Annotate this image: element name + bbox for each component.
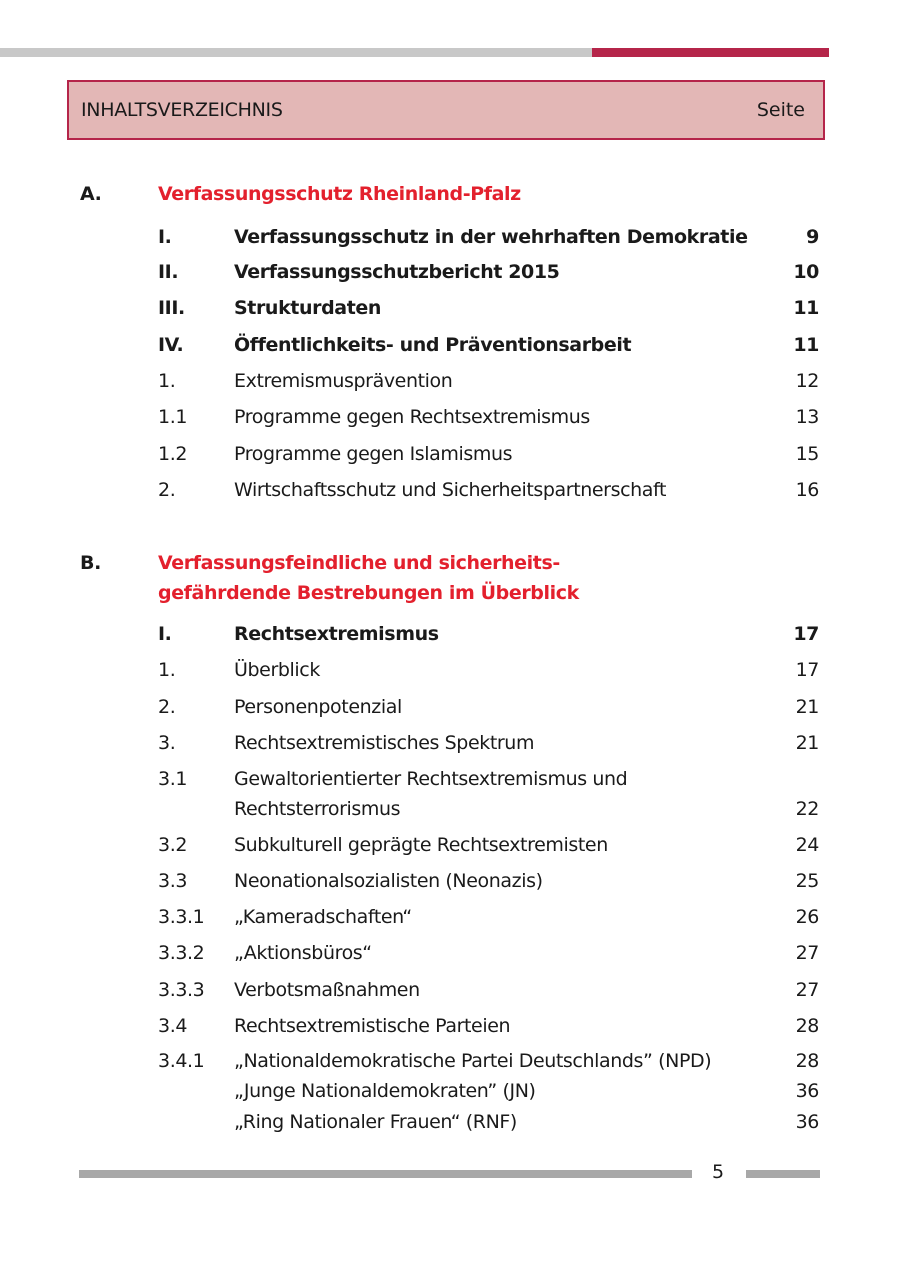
entry-title: „Junge Nationaldemokraten” (JN)	[234, 1080, 536, 1102]
entry-title: Strukturdaten	[234, 297, 381, 319]
entry-title: Öffentlichkeits- und Präventionsarbeit	[234, 334, 632, 356]
entry-page: 28	[795, 1050, 819, 1072]
section-title: Verfassungsschutz Rheinland-Pfalz	[158, 183, 521, 205]
entry-number: 1.1	[158, 406, 188, 428]
entry-page: 21	[795, 696, 819, 718]
entry-page: 11	[793, 334, 819, 356]
entry-number: I.	[158, 226, 172, 248]
footer-bar-left	[79, 1170, 692, 1178]
entry-number: 1.	[158, 370, 176, 392]
section-letter: A.	[80, 183, 102, 205]
entry-title: „Nationaldemokratische Partei Deutschlands” (NPD)	[234, 1050, 712, 1072]
entry-page: 36	[795, 1080, 819, 1102]
entry-page: 10	[793, 261, 819, 283]
entry-number: 3.4	[158, 1015, 188, 1037]
top-red-bar	[592, 48, 829, 57]
entry-title: Rechtsextremistisches Spektrum	[234, 732, 535, 754]
entry-page: 27	[795, 979, 819, 1001]
entry-title: Verfassungsschutz in der wehrhaften Demokratie	[234, 226, 748, 248]
entry-page: 11	[793, 297, 819, 319]
entry-page: 12	[795, 370, 819, 392]
entry-number: III.	[158, 297, 185, 319]
entry-title: Überblick	[234, 659, 320, 681]
toc-header	[67, 80, 825, 140]
section-title: Verfassungsfeindliche und sicherheits-	[158, 552, 560, 574]
entry-title: Personenpotenzial	[234, 696, 402, 718]
entry-title: „Kameradschaften“	[234, 906, 412, 928]
page-number: 5	[712, 1161, 725, 1183]
entry-title: Verbotsmaßnahmen	[234, 979, 420, 1001]
entry-number: 2.	[158, 479, 176, 501]
entry-number: 3.3	[158, 870, 188, 892]
entry-number: II.	[158, 261, 179, 283]
entry-title: Verfassungsschutzbericht 2015	[234, 261, 560, 283]
entry-page: 28	[795, 1015, 819, 1037]
entry-title: Rechtsterrorismus	[234, 798, 401, 820]
entry-number: 1.	[158, 659, 176, 681]
entry-title: „Aktionsbüros“	[234, 942, 372, 964]
entry-page: 13	[795, 406, 819, 428]
entry-number: IV.	[158, 334, 184, 356]
top-gray-bar	[0, 48, 592, 57]
entry-title: Rechtsextremismus	[234, 623, 439, 645]
entry-page: 26	[795, 906, 819, 928]
entry-number: 3.3.3	[158, 979, 205, 1001]
section-letter: B.	[80, 552, 101, 574]
entry-title: Programme gegen Rechtsextremismus	[234, 406, 590, 428]
entry-title: Extremismusprävention	[234, 370, 453, 392]
entry-page: 9	[806, 226, 819, 248]
entry-page: 25	[795, 870, 819, 892]
entry-title: Wirtschaftsschutz und Sicherheitspartnerschaft	[234, 479, 667, 501]
entry-page: 24	[795, 834, 819, 856]
entry-page: 21	[795, 732, 819, 754]
section-title: gefährdende Bestrebungen im Überblick	[158, 582, 579, 604]
entry-number: 3.2	[158, 834, 188, 856]
entry-page: 16	[795, 479, 819, 501]
toc-heading: INHALTSVERZEICHNIS	[81, 99, 283, 121]
entry-title: Rechtsextremistische Parteien	[234, 1015, 511, 1037]
entry-number: 3.3.2	[158, 942, 205, 964]
entry-title: Subkulturell geprägte Rechtsextremisten	[234, 834, 608, 856]
entry-title: Gewaltorientierter Rechtsextremismus und	[234, 768, 628, 790]
entry-number: 3.4.1	[158, 1050, 205, 1072]
page-column-label: Seite	[756, 99, 805, 121]
entry-page: 15	[795, 443, 819, 465]
entry-number: 2.	[158, 696, 176, 718]
entry-page: 27	[795, 942, 819, 964]
entry-page: 36	[795, 1111, 819, 1133]
footer-bar-right	[746, 1170, 820, 1178]
entry-title: Programme gegen Islamismus	[234, 443, 513, 465]
entry-number: I.	[158, 623, 172, 645]
entry-number: 1.2	[158, 443, 188, 465]
entry-page: 17	[793, 623, 819, 645]
entry-number: 3.	[158, 732, 176, 754]
entry-number: 3.3.1	[158, 906, 205, 928]
entry-page: 17	[795, 659, 819, 681]
entry-title: Neonationalsozialisten (Neonazis)	[234, 870, 543, 892]
entry-page: 22	[795, 798, 819, 820]
entry-number: 3.1	[158, 768, 188, 790]
entry-title: „Ring Nationaler Frauen“ (RNF)	[234, 1111, 517, 1133]
